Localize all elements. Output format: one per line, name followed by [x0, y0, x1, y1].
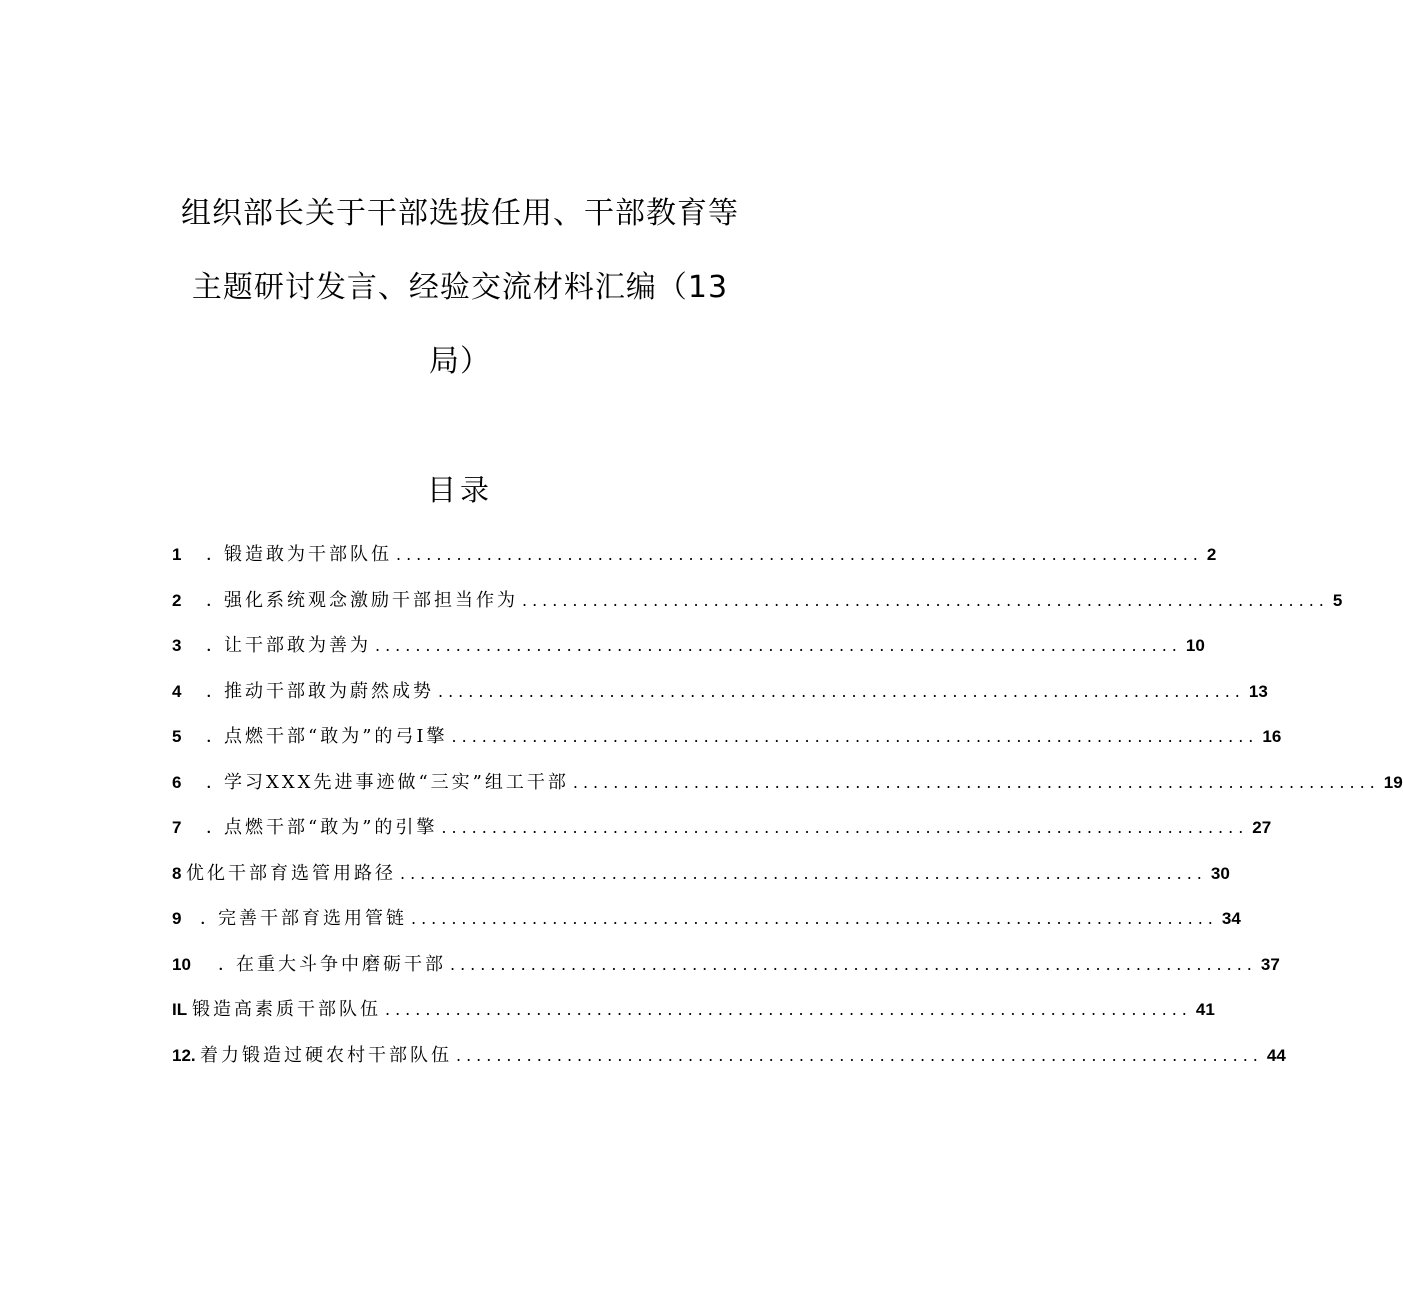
- toc-leader-dots: ................................................................................: [400, 863, 1207, 883]
- toc-entry-page-number: 30: [1210, 863, 1230, 883]
- toc-entry-number: 8: [172, 863, 182, 883]
- toc-entry-page-number: 19: [1383, 772, 1403, 792]
- toc-entry-page-number: 44: [1266, 1045, 1286, 1065]
- toc-entry-title: 推动干部敢为蔚然成势: [224, 680, 434, 702]
- toc-leader-dots: ................................................................................: [441, 818, 1249, 837]
- toc-entry-separator: ．: [206, 726, 224, 747]
- toc-entry-number: 1: [172, 545, 182, 564]
- toc-entry-number: 5: [172, 727, 182, 746]
- toc-entry-separator: ．: [206, 544, 224, 565]
- toc-entry-title: 学习XXX先进事迹做“三实”组工干部: [224, 771, 569, 793]
- toc-entry[interactable]: [172, 677, 1268, 705]
- toc-leader-dots: ................................................................................: [438, 681, 1245, 701]
- toc-entry[interactable]: [172, 722, 1282, 750]
- toc-entry[interactable]: [172, 995, 1215, 1023]
- toc-leader-dots: ................................................................................: [396, 545, 1203, 564]
- toc-entry-title: 完善干部育选用管链: [218, 908, 407, 929]
- toc-leader-dots: ................................................................................: [451, 727, 1259, 746]
- toc-entry-page-number: 16: [1262, 727, 1282, 746]
- toc-entry-separator: ．: [206, 817, 224, 838]
- toc-entry-separator: ．: [200, 908, 218, 929]
- toc-entry-number: IL: [172, 1000, 188, 1019]
- toc-entry[interactable]: [172, 540, 1217, 568]
- toc-leader-dots: ................................................................................: [450, 954, 1257, 974]
- toc-entry[interactable]: [172, 813, 1272, 841]
- toc-entry-page-number: 27: [1252, 818, 1272, 837]
- toc-entry-title: 着力锻造过硬农村干部队伍: [200, 1044, 452, 1066]
- toc-entry-title: 锻造高素质干部队伍: [192, 999, 381, 1020]
- toc-entry-number: 2: [172, 590, 182, 610]
- toc-entry-page-number: 34: [1221, 909, 1241, 928]
- toc-entry-page-number: 5: [1332, 590, 1343, 610]
- toc-entry-separator: ．: [206, 680, 224, 702]
- toc-entry-page-number: 13: [1248, 681, 1268, 701]
- toc-entry-number: 12.: [172, 1045, 196, 1065]
- toc-leader-dots: ................................................................................: [522, 590, 1329, 610]
- toc-entry-page-number: 37: [1260, 954, 1280, 974]
- toc-entry[interactable]: [172, 950, 1280, 978]
- toc-entry-title: 让干部敢为善为: [224, 635, 371, 656]
- toc-entry-number: 3: [172, 636, 182, 655]
- document-title-line-1: 组织部长关于干部选拔任用、干部教育等: [181, 196, 739, 231]
- toc-entry-page-number: 2: [1206, 545, 1217, 564]
- toc-entry[interactable]: [172, 586, 1343, 614]
- toc-entry-number: 4: [172, 681, 182, 701]
- toc-heading: 目录: [426, 473, 493, 507]
- toc-leader-dots: ................................................................................: [375, 636, 1182, 655]
- document-title-line-2: 主题研讨发言、经验交流材料汇编（13: [191, 270, 729, 305]
- toc-entry-title: 强化系统观念激励干部担当作为: [224, 589, 518, 611]
- toc-leader-dots: ................................................................................: [572, 772, 1380, 792]
- toc-entry-separator: ．: [206, 635, 224, 656]
- toc-entry-title: 优化干部育选管用路径: [186, 862, 396, 884]
- toc-entry-page-number: 41: [1195, 1000, 1215, 1019]
- toc-entry-title: 点燃干部“敢为”的弓I擎: [224, 726, 448, 747]
- document-title-line-3: 局）: [429, 344, 491, 379]
- toc-leader-dots: ................................................................................: [385, 1000, 1192, 1019]
- toc-entry-page-number: 10: [1185, 636, 1205, 655]
- toc-entry-separator: ．: [206, 589, 224, 611]
- toc-entry-number: 9: [172, 909, 182, 928]
- toc-entry-title: 点燃干部“敢为”的引擎: [224, 817, 438, 838]
- toc-entry[interactable]: [172, 904, 1241, 932]
- toc-leader-dots: ................................................................................: [456, 1045, 1263, 1065]
- toc-entry-number: 10: [172, 954, 191, 974]
- toc-entry-separator: ．: [206, 771, 224, 793]
- toc-leader-dots: ................................................................................: [411, 909, 1218, 928]
- toc-entry-number: 6: [172, 772, 182, 792]
- toc-entry-title: 在重大斗争中磨砺干部: [236, 953, 446, 975]
- toc-entry[interactable]: [172, 1041, 1286, 1069]
- toc-entry-number: 7: [172, 818, 182, 837]
- toc-entry[interactable]: [172, 631, 1205, 659]
- toc-entry[interactable]: [172, 768, 1403, 796]
- toc-entry-separator: ．: [218, 953, 236, 975]
- toc-entry-title: 锻造敢为干部队伍: [224, 544, 392, 565]
- toc-entry[interactable]: [172, 859, 1230, 887]
